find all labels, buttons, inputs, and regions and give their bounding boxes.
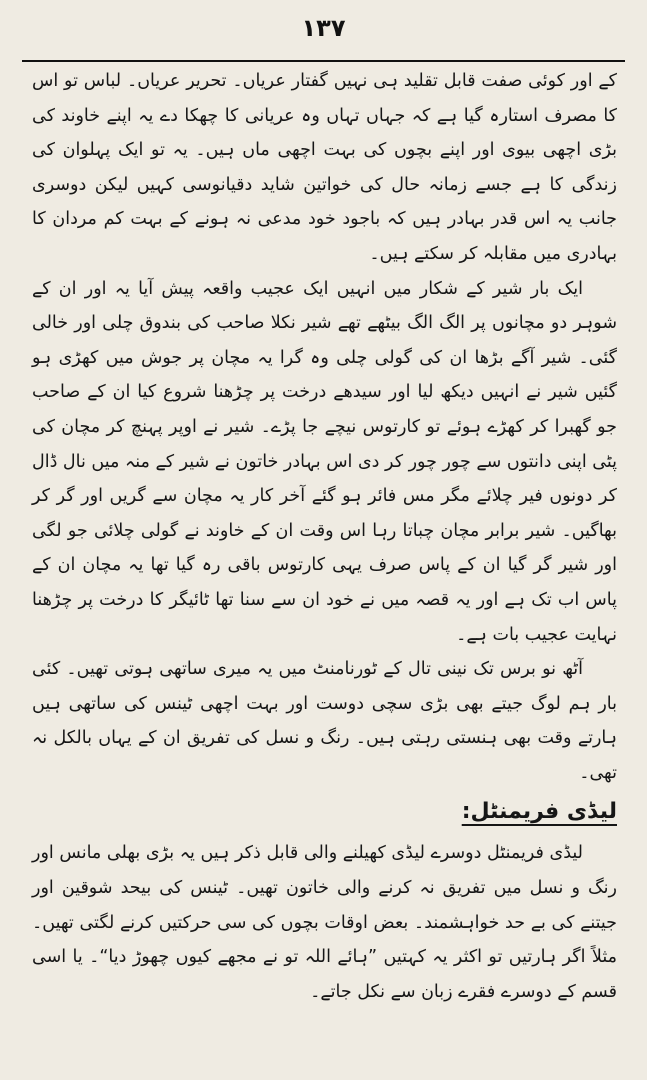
paragraph-tiger-hunt: ایک بار شیر کے شکار میں انہیں ایک عجیب واقعہ پیش آیا یہ اور ان کے شوہر دو مچانوں پر الگ الگ بیٹھے تھے شیر نکلا صاحب کی بندوق چلی اور خالی گئی۔ شیر آگے بڑھا ان کی گولی چلی وہ گرا یہ مچان پر جوش میں کھڑی ہو گئیں شیر نے انہیں دیکھ لیا اور سیدھے درخت پر چڑھنا شروع کیا ان کے صاحب جو گھبرا کر کھڑے ہوئے تو کارتوس نیچے جا پڑے۔ شیر نے اوپر پہنچ کر مچان کی پٹی اپنی دانتوں سے چور چور کر دی اس بہادر خاتون نے شیر کے منہ میں نال ڈال کر دونوں فیر چلائے مگر مس فائر ہو گئے آخر کار یہ مچان سے گریں اور گر کر بھاگیں۔ شیر برابر مچان چباتا رہا اس وقت ان کے خاوند نے گولی چلائی جو لگی اور شیر گر گیا ان کے پاس صرف یہی کارتوس باقی رہ گیا تھا یہ مچان ان کے پاس اب تک ہے اور یہ قصہ میں نے خود ان سے سنا تھا ٹائیگر کا درخت پر چڑھنا نہایت عجیب بات ہے۔: [32, 278, 617, 645]
paragraph-continuation: کے اور کوئی صفت قابل تقلید ہی نہیں گفتار عریاں۔ تحریر عریاں۔ لباس تو اس کا مصرف استارہ گیا ہے کہ جہاں تہاں وہ عریانی کا چھکا دے یہ اپنے خاوند کی بڑی اچھی بیوی اور اپنے بچوں کی بہت اچھی ماں ہیں۔ یہ تو ایک پہلوان کی زندگی کا ہے جسے زمانہ حال کی خواتین شاید دقیانوسی کہیں لیکن دوسری جانب یہ اس قدر بہادر ہیں کہ باجود خود مدعی نہ ہونے کے بہت کم مردان کا بہادری میں مقابلہ کر سکتے ہیں۔: [32, 71, 617, 264]
paragraph-lady-fremantle: لیڈی فریمنٹل دوسرے لیڈی کھیلنے والی قابل ذکر ہیں یہ بڑی بھلی مانس اور رنگ و نسل میں تفریق نہ کرنے والی خاتون تھیں۔ ٹینس کی بیحد شوقین اور جیتنے کی بے حد خواہشمند۔ بعض اوقات بچوں کی سی حرکتیں کرنے لگتی تھیں۔ مثلاً اگر ہارتیں تو اکثر یہ کہتیں ”ہائے اللہ تو نے مجھے کیوں چھوڑ دیا“۔ یا اسی قسم کے دوسرے فقرے زبان سے نکل جاتے۔: [32, 843, 617, 1002]
header-rule: [22, 60, 625, 62]
page-number: ۱۳۷: [301, 14, 346, 42]
paragraph-tennis-partner: آٹھ نو برس تک نینی تال کے ٹورنامنٹ میں یہ میری ساتھی ہوتی تھیں۔ کئی بار ہم لوگ جیتے بھی بڑی سچی دوست اور بہت اچھی ٹینس کی ساتھی ہیں ہارتے وقت بھی ہنستی رہتی ہیں۔ رنگ و نسل کی تفریق ان کے یہاں بالکل نہ تھی۔: [32, 659, 617, 783]
section-heading: لیڈی فریمنٹل:: [461, 799, 617, 825]
body-text: [32, 64, 617, 1009]
